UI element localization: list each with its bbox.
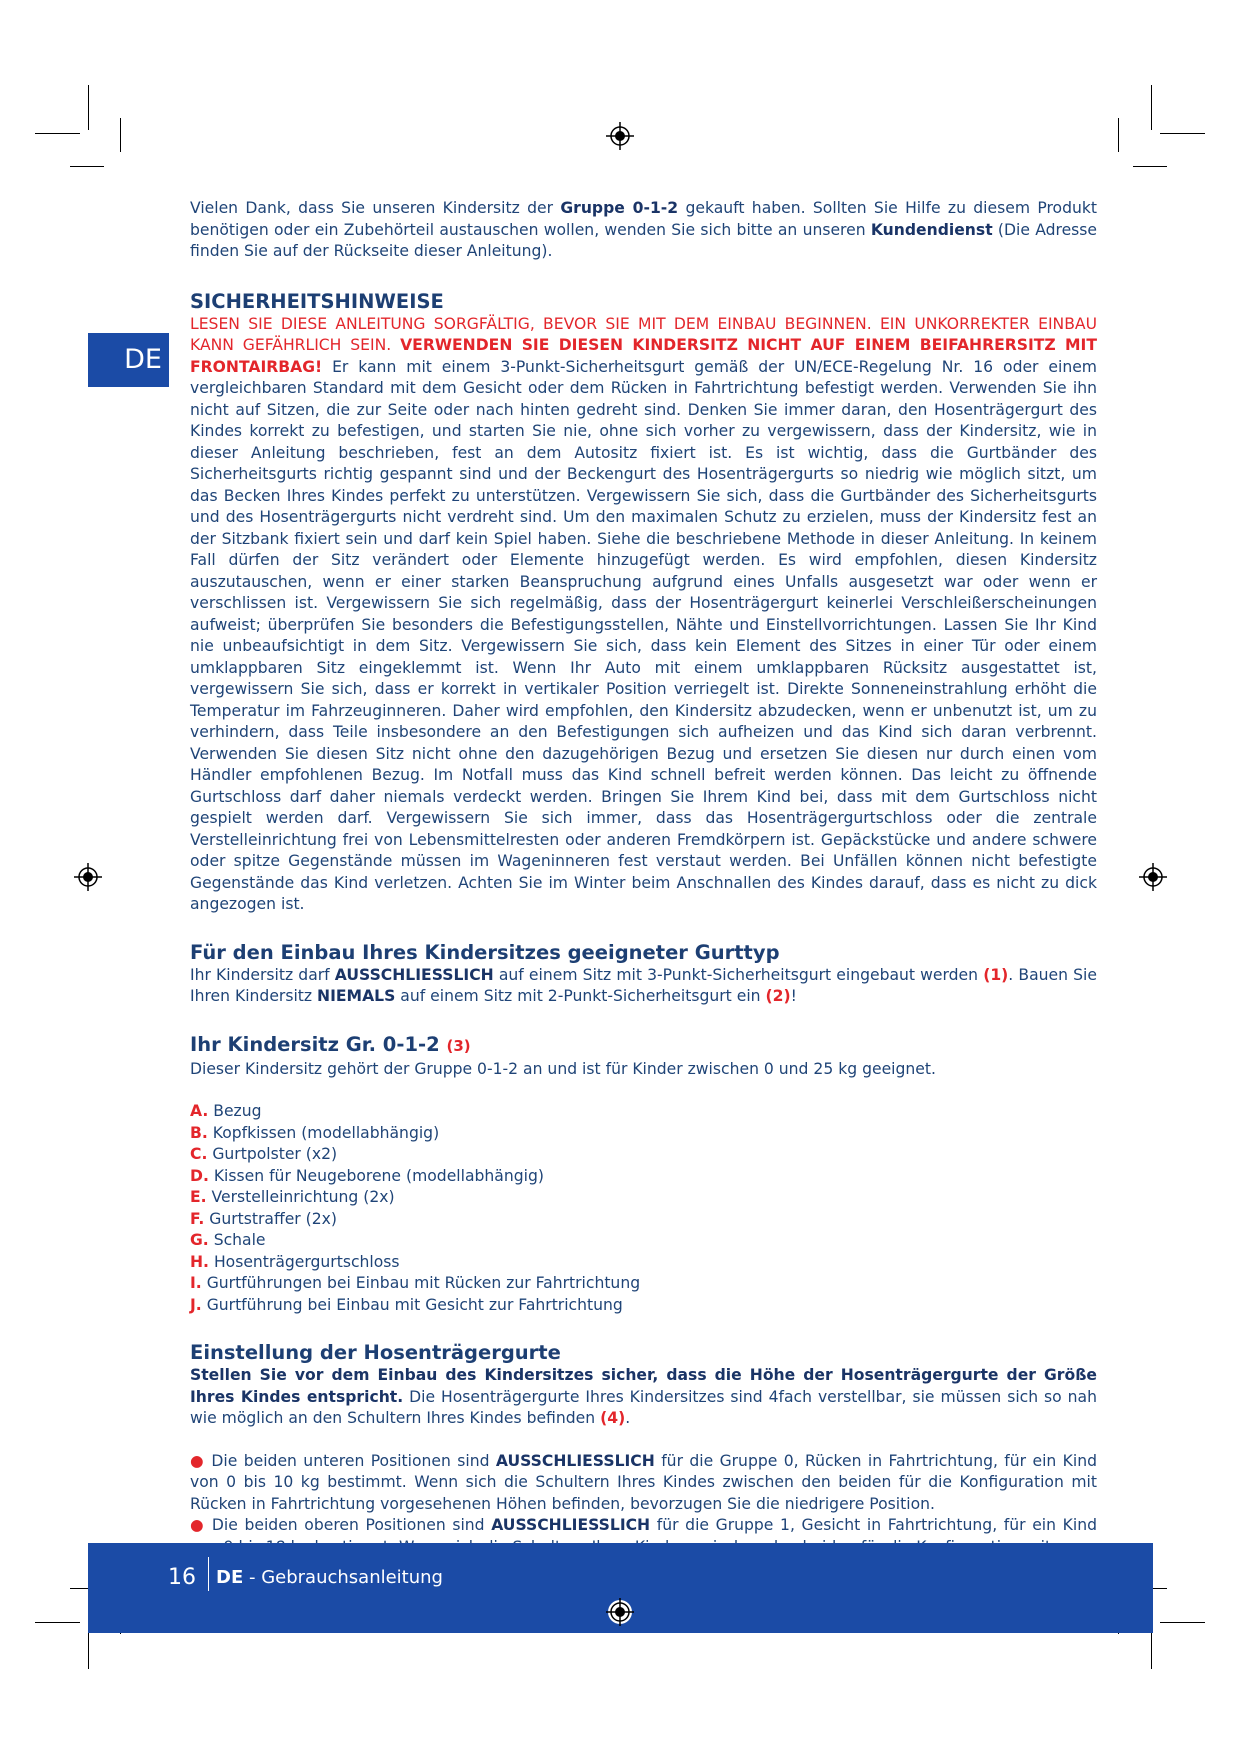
crop-mark <box>70 166 104 167</box>
language-tab-label: DE <box>124 344 162 375</box>
bullet-icon: ● <box>190 1451 206 1470</box>
harness-section <box>190 1340 1097 1558</box>
crop-mark <box>1133 166 1167 167</box>
harness-bullet-1: ● Die beiden unteren Positionen sind AUSSCHLIESSLICH für die Gruppe 0, Rücken in Fahrtrichtung, für ein Kind von 0 bis 10 kg bestimmt. Wenn sich die Schultern Ihres Kindes zwischen den beiden für die Konfiguration mit Rücken in Fahrtrichtung vorgesehenen Höhen befinden, bevorzugen Sie die niedrigere Position. <box>190 1451 1098 1513</box>
list-item: G. Schale <box>190 1231 266 1249</box>
belt-paragraph: Ihr Kindersitz darf AUSSCHLIESSLICH auf einem Sitz mit 3-Punkt-Sicherheitsgurt eingebaut werden (1). Bauen Sie Ihren Kindersitz NIEMALS auf einem Sitz mit 2-Punkt-Sicherheitsgurt ein (2)! <box>190 965 1097 1005</box>
crop-mark <box>35 133 80 134</box>
bullet-icon: ● <box>190 1516 206 1534</box>
harness-paragraph: Stellen Sie vor dem Einbau des Kindersitzes sicher, dass die Höhe der Hosenträgergurte der Größe Ihres Kindes entspricht. Die Hosenträgergurte Ihres Kindersitzes sind 4fach verstellbar, sie müssen sich so nah wie möglich an den Schultern Ihres Kindes befinden (4). <box>190 1366 1097 1427</box>
footer-title: DE - Gebrauchsanleitung <box>216 1567 443 1588</box>
harness-heading: Einstellung der Hosenträgergurte <box>190 1341 561 1364</box>
parts-list <box>190 1101 1097 1316</box>
seat-section <box>190 1032 1097 1317</box>
registration-mark-icon <box>1138 862 1168 892</box>
belt-heading: Für den Einbau Ihres Kindersitzes geeigneter Gurttyp <box>190 940 780 964</box>
page-content <box>190 198 1097 1558</box>
page-number: 16 <box>168 1565 196 1590</box>
crop-mark <box>1151 85 1152 130</box>
crop-mark <box>35 1622 80 1623</box>
footer-divider <box>208 1557 209 1591</box>
seat-description: Dieser Kindersitz gehört der Gruppe 0-1-2 an und ist für Kinder zwischen 0 und 25 kg geeignet. <box>190 1059 936 1078</box>
crop-mark <box>1160 1622 1205 1623</box>
crop-mark <box>1118 118 1119 152</box>
registration-mark-icon <box>605 121 635 151</box>
registration-mark-icon <box>605 1597 635 1627</box>
list-item: E. Verstelleinrichtung (2x) <box>190 1188 395 1206</box>
registration-mark-icon <box>73 862 103 892</box>
list-item: I. Gurtführungen bei Einbau mit Rücken zur Fahrtrichtung <box>190 1274 641 1292</box>
seat-heading: Ihr Kindersitz Gr. 0-1-2 (3) <box>190 1032 471 1056</box>
language-tab <box>88 333 169 387</box>
crop-mark <box>88 85 89 130</box>
list-item: C. Gurtpolster (x2) <box>190 1145 338 1163</box>
crop-mark <box>120 118 121 152</box>
intro-paragraph: Vielen Dank, dass Sie unseren Kindersitz der Gruppe 0-1-2 gekauft haben. Sollten Sie Hilfe zu diesem Produkt benötigen oder ein Zubehörteil austauschen wollen, wenden Sie sich bitte an unseren Kundendienst (Die Adresse finden Sie auf der Rückseite dieser Anleitung). <box>190 199 1097 260</box>
crop-mark <box>1160 133 1205 134</box>
belt-section <box>190 940 1097 1008</box>
safety-section <box>190 289 1097 916</box>
list-item: D. Kissen für Neugeborene (modellabhängig) <box>190 1166 544 1185</box>
list-item: J. Gurtführung bei Einbau mit Gesicht zur Fahrtrichtung <box>190 1295 623 1314</box>
list-item: B. Kopfkissen (modellabhängig) <box>190 1123 440 1142</box>
list-item: H. Hosenträgergurtschloss <box>190 1252 400 1271</box>
list-item: F. Gurtstraffer (2x) <box>190 1209 337 1228</box>
harness-bullet-2: ● Die beiden oberen Positionen sind AUSSCHLIESSLICH für die Gruppe 1, Gesicht in Fahrtrichtung, für ein Kind <box>190 1516 1097 1534</box>
safety-paragraph: LESEN SIE DIESE ANLEITUNG SORGFÄLTIG, BEVOR SIE MIT DEM EINBAU BEGINNEN. EIN UNKORREKTER EINBAU KANN GEFÄHRLICH SEIN. VERWENDEN SIE DIESEN KINDERSITZ NICHT AUF EINEM BEIFAHRERSITZ MIT FRONTAIRBAG! Er kann mit einem 3-Punkt-Sicherheitsgurt gemäß der UN/ECE-Regelung Nr. 16 oder einem vergleichbaren Standard mit dem Gesicht oder dem Rücken in Fahrtrichtung befestigt werden. Verwenden Sie ihn nicht auf Sitzen, die zur Seite oder nach hinten gedreht sind. Denken Sie immer daran, den Hosenträgergurt des Kindes korrekt zu befestigen, und starten Sie nie, ohne sich vorher zu vergewissern, dass der Kindersitz, wie in dieser Anleitung beschrieben, fest an dem Autositz fixiert ist. Es ist wichtig, dass die Gurtbänder des Sicherheitsgurts richtig gespannt sind und der Beckengurt des Hosenträgergurts so niedrig wie möglich sitzt, um das Becken Ihres Kindes perfekt zu unterstützen. Vergewissern Sie sich, dass die Gurtbänder des Sicherheitsgurts und des Hosenträgergurts nicht verdreht sind. Um den maximalen Schutz zu erzielen, muss der Kindersitz fest an der Sitzbank fixiert sein und darf kein Spiel haben. Siehe die beschriebene Methode in dieser Anleitung. In keinem Fall dürfen der Sitz verändert oder Elemente hinzugefügt werden. Es wird empfohlen, diesen Kindersitz auszutauschen, wenn er einer starken Beanspruchung aufgrund eines Unfalls ausgesetzt war oder wenn er verschlissen ist. Vergewissern Sie sich regelmäßig, dass der Hosenträgergurt keinerlei Verschleißerscheinungen aufweist; überprüfen Sie besonders die Befestigungsstellen, Nähte und Einstellvorrichtungen. Lassen Sie Ihr Kind nie unbeaufsichtigt in dem Sitz. Vergewissern Sie sich, dass kein Element des Sitzes in einer Tür oder einem umklappbaren Sitz eingeklemmt ist. Wenn Ihr Auto mit einem umklappbaren Rücksitz ausgestattet ist, vergewissern Sie sich, dass er korrekt in vertikaler Position verriegelt ist. Direkte Sonneneinstrahlung erhöht die Temperatur im Fahrzeuginneren. Daher wird empfohlen, den Kindersitz abzudecken, wenn er unbenutzt ist, um zu verhindern, dass Teile insbesondere an den Befestigungen sich aufheizen und das Kind sich daran verbrennt. Verwenden Sie diesen Sitz nicht ohne den dazugehörigen Bezug und ersetzen Sie diesen nur durch einen vom Händler empfohlenen Bezug. Im Notfall muss das Kind schnell befreit werden können. Das leicht zu öffnende Gurtschloss darf daher niemals verdeckt werden. Bringen Sie Ihrem Kind bei, dass mit dem Gurtschloss nicht gespielt werden darf. Vergewissern Sie sich immer, dass das Hosenträgergurtschloss oder die zentrale Verstelleinrichtung frei von Lebensmittelresten oder anderen Fremdkörpern ist. Gepäckstücke und andere schwere oder spitze Gegenstände müssen im Wageninneren fest verstaut werden. Bei Unfällen können nicht befestigte Gegenstände das Kind verletzen. Achten Sie im Winter beim Anschnallen des Kindes darauf, dass es nicht zu dick angezogen ist. <box>190 314 1097 913</box>
list-item: A. Bezug <box>190 1102 262 1120</box>
safety-heading: SICHERHEITSHINWEISE <box>190 289 444 313</box>
